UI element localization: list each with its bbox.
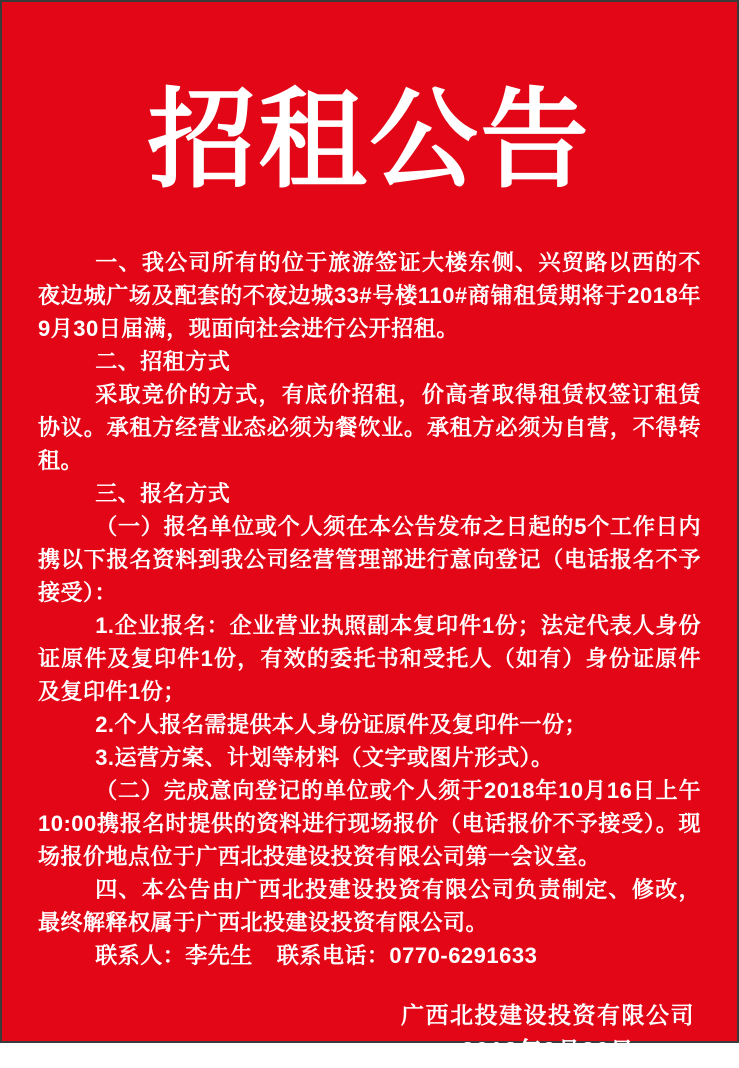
contact-line xyxy=(38,939,701,972)
paragraph-intro: 一、我公司所有的位于旅游签证大楼东侧、兴贸路以西的不夜边城广场及配套的不夜边城33#号楼110#商铺租赁期将于2018年9月30日届满，现面向社会进行公开招租。 xyxy=(38,250,701,342)
poster-title: 招租公告 xyxy=(147,82,592,201)
contact-phone-number: 0770-6291633 xyxy=(389,943,538,969)
signature-date: 2018年9月30日 xyxy=(461,1037,635,1064)
paragraph-plan-materials: 3.运营方案、计划等材料（文字或图片形式）。 xyxy=(95,745,554,771)
signature-company: 广西北投建设投资有限公司 xyxy=(401,1002,695,1029)
paragraph-section3-heading: 三、报名方式 xyxy=(95,481,231,507)
contact-person-label: 联系人： xyxy=(95,943,186,969)
signature-block xyxy=(401,998,695,1068)
paragraph-section2-heading: 二、招租方式 xyxy=(95,349,231,375)
contact-person-name: 李先生 xyxy=(185,943,253,969)
paragraph-registration-rule: （一）报名单位或个人须在本公告发布之日起的5个工作日内携以下报名资料到我公司经营管理部进行意向登记（电话报名不予接受）： xyxy=(38,514,701,606)
paragraph-section4: 四、本公告由广西北投建设投资有限公司负责制定、修改，最终解释权属于广西北投建设投资有限公司。 xyxy=(38,877,701,936)
paragraph-section2-body: 采取竞价的方式，有底价招租，价高者取得租赁权签订租赁协议。承租方经营业态必须为餐饮业。承租方必须为自营，不得转租。 xyxy=(38,382,701,474)
announcement-body xyxy=(2,212,737,972)
contact-phone-label: 联系电话： xyxy=(276,943,390,969)
paragraph-enterprise-materials: 1.企业报名：企业营业执照副本复印件1份；法定代表人身份证原件及复印件1份，有效的委托书和受托人（如有）身份证原件及复印件1份； xyxy=(38,613,701,705)
paragraph-bidding-rule: （二）完成意向登记的单位或个人须于2018年10月16日上午10:00携报名时提供的资料进行现场报价（电话报价不予接受）。现场报价地点位于广西北投建设投资有限公司第一会议室。 xyxy=(38,778,701,870)
paragraph-individual-materials: 2.个人报名需提供本人身份证原件及复印件一份； xyxy=(95,712,588,738)
